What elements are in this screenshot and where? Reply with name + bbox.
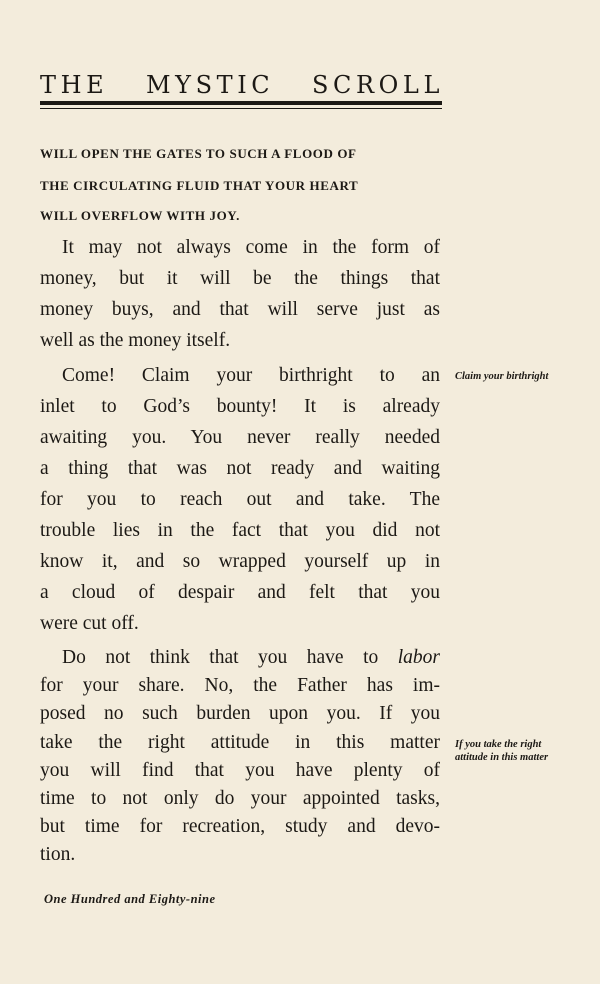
sidenote-line: attitude in this matter bbox=[455, 752, 549, 763]
running-head-word: SCROLL bbox=[311, 71, 444, 99]
text-line: for you to reach out and take. The bbox=[40, 489, 440, 510]
text-line: know it, and so wrapped yourself up in bbox=[40, 551, 440, 572]
text-line: tion. bbox=[40, 844, 76, 866]
running-head bbox=[40, 70, 444, 100]
text-line: It may not always come in the form of bbox=[62, 237, 440, 258]
page-number: One Hundred and Eighty-nine bbox=[44, 892, 216, 906]
text-line: but time for recreation, study and devo- bbox=[40, 816, 440, 838]
text-line: take the right attitude in this matter bbox=[40, 731, 440, 753]
text-line: awaiting you. You never really needed bbox=[40, 427, 440, 448]
text-line: Come! Claim your birthright to an bbox=[62, 365, 440, 386]
text-line bbox=[40, 644, 440, 672]
sidenote-attitude bbox=[455, 738, 585, 764]
text-line: were cut off. bbox=[40, 613, 139, 634]
text-line: trouble lies in the fact that you did not bbox=[40, 520, 440, 541]
paragraph-1 bbox=[40, 232, 440, 356]
opening-caps-line: WILL OVERFLOW WITH JOY. bbox=[40, 208, 240, 223]
opening-caps-line: WILL OPEN THE GATES TO SUCH A FLOOD OF bbox=[40, 146, 357, 161]
text-line: for your share. No, the Father has im- bbox=[40, 675, 440, 697]
text-line: money, but it will be the things that bbox=[40, 268, 440, 289]
paragraph-2 bbox=[40, 360, 440, 639]
sidenote-line: If you take the right bbox=[455, 739, 542, 750]
running-head-word: THE bbox=[40, 71, 109, 99]
text-line: well as the money itself. bbox=[40, 330, 231, 351]
text-line: money buys, and that will serve just as bbox=[40, 299, 440, 320]
text-line: a thing that was not ready and waiting bbox=[40, 458, 440, 479]
running-head-word: MYSTIC bbox=[145, 71, 275, 99]
text-line: you will find that you have plenty of bbox=[40, 759, 440, 781]
text-line: inlet to God’s bounty! It is already bbox=[40, 396, 440, 417]
opening-caps-line: THE CIRCULATING FLUID THAT YOUR HEART bbox=[40, 178, 359, 193]
header-rule-thick bbox=[40, 101, 442, 105]
text-line: a cloud of despair and felt that you bbox=[40, 582, 440, 603]
sidenote-birthright: Claim your birthright bbox=[455, 371, 549, 382]
emphasized-word: labor bbox=[397, 647, 440, 668]
text-run: Do not think that you have to bbox=[62, 647, 398, 668]
text-line: time to not only do your appointed tasks, bbox=[40, 788, 440, 810]
header-rule-thin bbox=[40, 108, 442, 109]
paragraph-3 bbox=[40, 644, 440, 870]
text-line: posed no such burden upon you. If you bbox=[40, 703, 440, 725]
